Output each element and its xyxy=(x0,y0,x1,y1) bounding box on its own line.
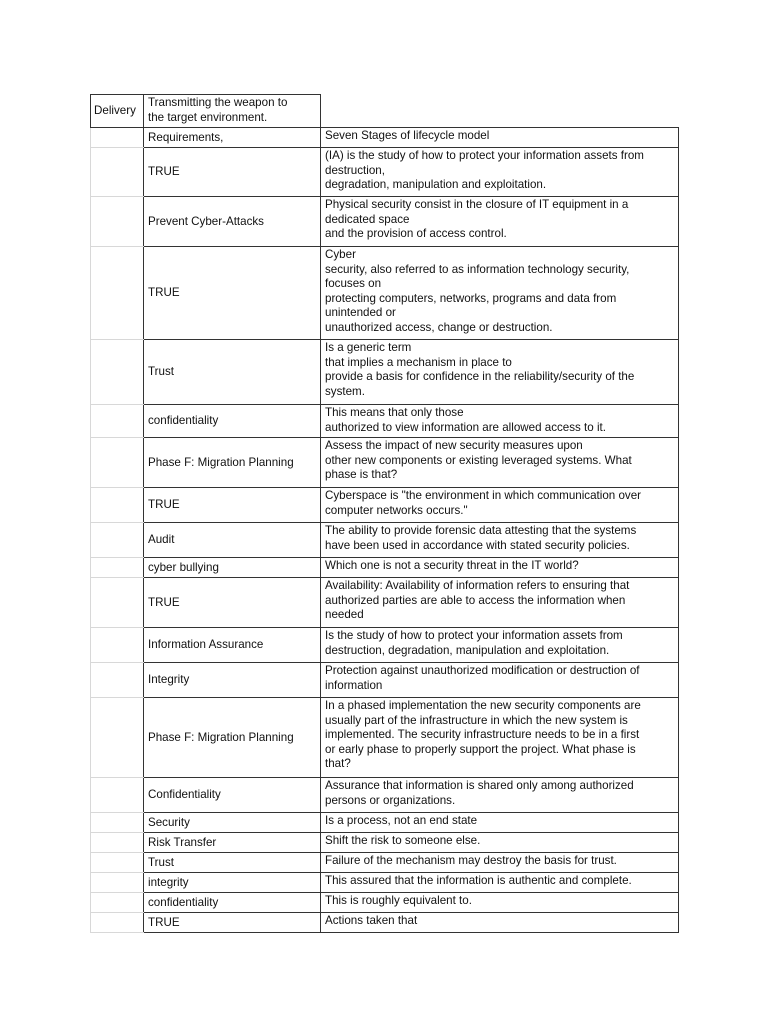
answer-cell: Integrity xyxy=(144,663,321,698)
answer-cell: confidentiality xyxy=(144,893,321,913)
answer-cell: Risk Transfer xyxy=(144,833,321,853)
question-cell: (IA) is the study of how to protect your information assets from destruction, degradation, manipulation and exploitation. xyxy=(321,148,679,197)
table-row xyxy=(91,197,679,247)
answer-cell: Requirements, xyxy=(144,128,321,148)
question-cell: In a phased implementation the new security components are usually part of the infrastructure in which the new system is implemented. The security infrastructure needs to be in a first or early phase to properly support the project. What phase is that? xyxy=(321,698,679,778)
table-row xyxy=(91,853,679,873)
answer-cell: Audit xyxy=(144,523,321,558)
question-cell: Is a generic term that implies a mechanism in place to provide a basis for confidence in the reliability/security of the system. xyxy=(321,340,679,405)
answer-cell: TRUE xyxy=(144,913,321,933)
row-index-cell xyxy=(91,698,144,778)
header-empty-cell xyxy=(321,95,679,128)
row-index-cell xyxy=(91,628,144,663)
question-cell: Assess the impact of new security measures upon other new components or existing leveraged systems. What phase is that? xyxy=(321,438,679,488)
question-cell: Shift the risk to someone else. xyxy=(321,833,679,853)
table-row xyxy=(91,578,679,628)
table-row xyxy=(91,247,679,340)
row-index-cell xyxy=(91,405,144,438)
table-row xyxy=(91,340,679,405)
answer-cell: integrity xyxy=(144,873,321,893)
table-row xyxy=(91,813,679,833)
table-row xyxy=(91,833,679,853)
question-cell: Seven Stages of lifecycle model xyxy=(321,128,679,148)
row-index-cell xyxy=(91,663,144,698)
question-cell: Failure of the mechanism may destroy the basis for trust. xyxy=(321,853,679,873)
question-cell: Physical security consist in the closure of IT equipment in a dedicated space and the provision of access control. xyxy=(321,197,679,247)
question-cell: Availability: Availability of information refers to ensuring that authorized parties are able to access the information when needed xyxy=(321,578,679,628)
row-index-cell xyxy=(91,558,144,578)
question-cell: This means that only those authorized to view information are allowed access to it. xyxy=(321,405,679,438)
answer-cell: Trust xyxy=(144,853,321,873)
table-row xyxy=(91,523,679,558)
question-cell: Which one is not a security threat in the IT world? xyxy=(321,558,679,578)
table-row xyxy=(91,698,679,778)
row-index-cell xyxy=(91,197,144,247)
row-index-cell xyxy=(91,523,144,558)
question-cell: This assured that the information is authentic and complete. xyxy=(321,873,679,893)
row-index-cell xyxy=(91,340,144,405)
row-index-cell xyxy=(91,813,144,833)
answer-cell: Confidentiality xyxy=(144,778,321,813)
table-row xyxy=(91,438,679,488)
answer-cell: TRUE xyxy=(144,488,321,523)
row-index-cell xyxy=(91,488,144,523)
table-row xyxy=(91,128,679,148)
question-cell: Assurance that information is shared only among authorized persons or organizations. xyxy=(321,778,679,813)
table-row xyxy=(91,913,679,933)
answer-cell: Phase F: Migration Planning xyxy=(144,698,321,778)
table-row xyxy=(91,778,679,813)
question-cell: The ability to provide forensic data attesting that the systems have been used in accordance with stated security policies. xyxy=(321,523,679,558)
answer-cell: Prevent Cyber-Attacks xyxy=(144,197,321,247)
table-row xyxy=(91,663,679,698)
table-row xyxy=(91,558,679,578)
answer-cell: TRUE xyxy=(144,247,321,340)
row-index-cell xyxy=(91,833,144,853)
answer-cell: Information Assurance xyxy=(144,628,321,663)
question-cell: Cyberspace is "the environment in which communication over computer networks occurs." xyxy=(321,488,679,523)
table-row xyxy=(91,488,679,523)
header-label: Delivery xyxy=(91,95,144,128)
row-index-cell xyxy=(91,873,144,893)
question-cell: Actions taken that xyxy=(321,913,679,933)
table-row xyxy=(91,628,679,663)
row-index-cell xyxy=(91,778,144,813)
answer-cell: Phase F: Migration Planning xyxy=(144,438,321,488)
answer-cell: Trust xyxy=(144,340,321,405)
answer-cell: cyber bullying xyxy=(144,558,321,578)
table-row xyxy=(91,148,679,197)
row-index-cell xyxy=(91,148,144,197)
question-cell: Protection against unauthorized modification or destruction of information xyxy=(321,663,679,698)
answer-cell: TRUE xyxy=(144,148,321,197)
row-index-cell xyxy=(91,578,144,628)
row-index-cell xyxy=(91,893,144,913)
question-cell: This is roughly equivalent to. xyxy=(321,893,679,913)
table-row xyxy=(91,405,679,438)
row-index-cell xyxy=(91,913,144,933)
question-cell: Is the study of how to protect your information assets from destruction, degradation, manipulation and exploitation. xyxy=(321,628,679,663)
header-description: Transmitting the weapon to the target environment. xyxy=(144,95,321,128)
answer-cell: confidentiality xyxy=(144,405,321,438)
row-index-cell xyxy=(91,438,144,488)
row-index-cell xyxy=(91,247,144,340)
header-row xyxy=(91,95,679,128)
question-cell: Cyber security, also referred to as information technology security, focuses on protecting computers, networks, programs and data from unintended or unauthorized access, change or destruction. xyxy=(321,247,679,340)
table-row xyxy=(91,893,679,913)
question-cell: Is a process, not an end state xyxy=(321,813,679,833)
table-row xyxy=(91,873,679,893)
row-index-cell xyxy=(91,128,144,148)
answer-cell: TRUE xyxy=(144,578,321,628)
quiz-table xyxy=(90,94,679,933)
answer-cell: Security xyxy=(144,813,321,833)
row-index-cell xyxy=(91,853,144,873)
